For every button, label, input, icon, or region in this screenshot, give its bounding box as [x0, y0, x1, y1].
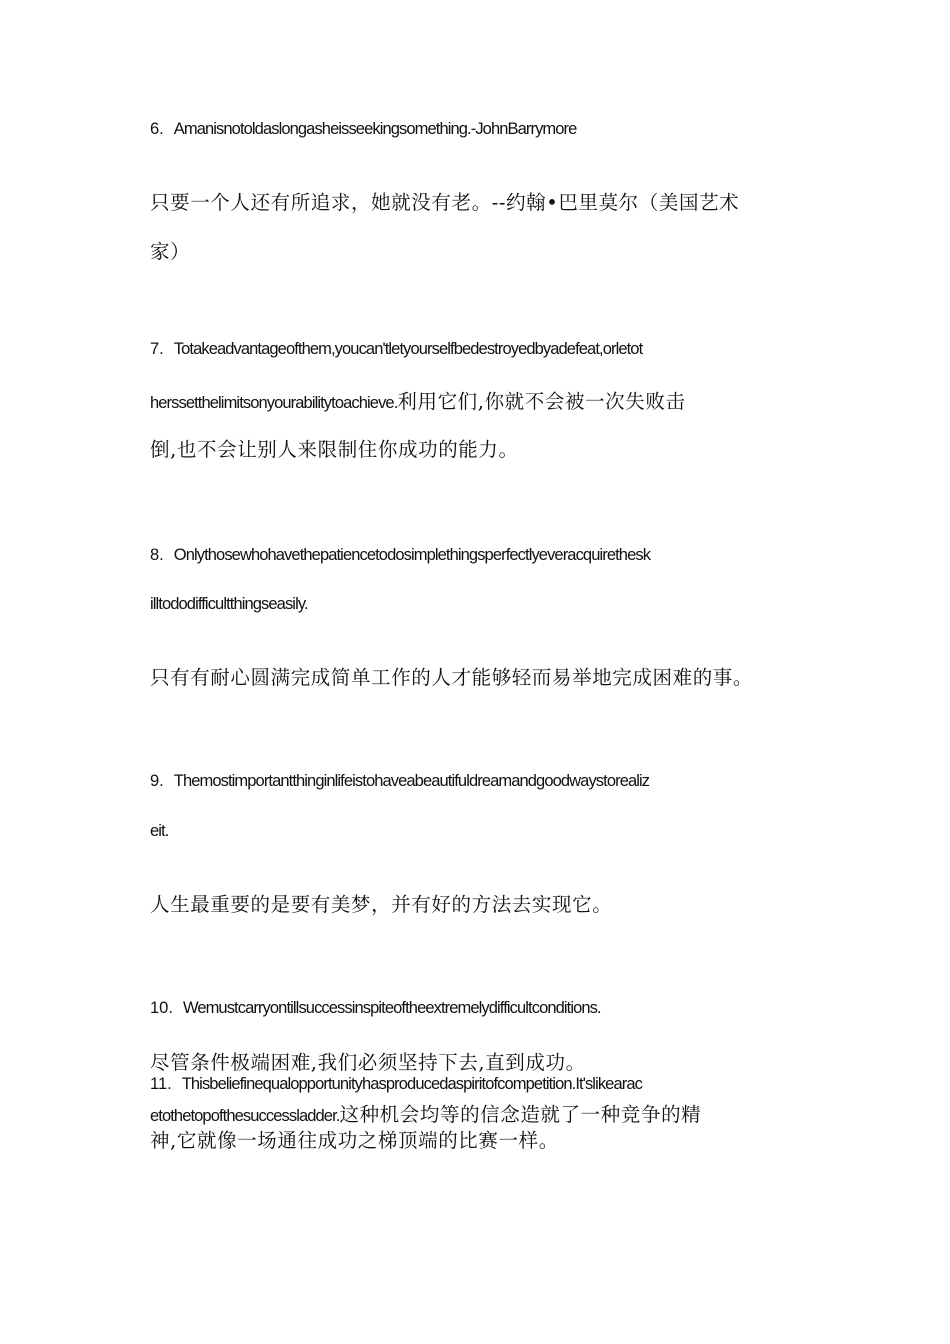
quote-7-english-line-2: herssetthelimitsonyourabilitytoachieve.	[150, 394, 398, 412]
quote-9-english-line-1: 9. Themostimportantthinginlifeistohaveabeautifuldreamandgoodwaystorealiz	[150, 772, 650, 790]
quote-9-number: 9.	[150, 772, 164, 790]
quote-10-number: 10.	[150, 999, 173, 1017]
quote-9-chinese: 人生最重要的是要有美梦，并有好的方法去实现它。	[150, 893, 613, 916]
quote-7-chinese-line-2: 倒,也不会让别人来限制住你成功的能力。	[150, 438, 519, 461]
quote-10-chinese: 尽管条件极端困难,我们必须坚持下去,直到成功。	[150, 1051, 586, 1074]
quote-11-chinese-line-1: 这种机会均等的信念造就了一种竞争的精	[339, 1103, 702, 1126]
quote-7-mixed-line	[150, 386, 686, 414]
quote-11-english-line-1: 11. Thisbeliefinequalopportunityhasproducedaspiritofcompetition.It'slikearac	[150, 1075, 642, 1093]
quote-11-mixed-line	[150, 1099, 701, 1127]
quote-7-english-line-1: 7. Totakeadvantageofthem,youcan'tletyourselfbedestroyedbyadefeat,orletot	[150, 340, 643, 358]
quote-6-chinese-line-2: 家）	[150, 240, 191, 263]
quote-8-number: 8.	[150, 546, 164, 564]
quote-6-number: 6.	[150, 120, 164, 138]
quote-6-english: 6. Amanisnotoldaslongasheisseekingsomething.-JohnBarrymore	[150, 120, 577, 138]
quote-7-number: 7.	[150, 340, 164, 358]
quote-6-chinese-line-1: 只要一个人还有所追求，她就没有老。--约翰•巴里莫尔（美国艺术	[150, 191, 740, 214]
quote-11-chinese-line-2: 神,它就像一场通往成功之梯顶端的比赛一样。	[150, 1129, 559, 1152]
quote-8-english-line-1: 8. Onlythosewhohavethepatiencetodosimplethingsperfectlyeveracquirethesk	[150, 546, 651, 564]
quote-9-english-line-2: eit.	[150, 822, 169, 840]
quote-7-chinese-line-1: 利用它们,你就不会被一次失败击	[397, 390, 686, 413]
quote-11-english-line-2: etothetopofthesuccessladder.	[150, 1107, 340, 1125]
quote-10-english: 10. Wemustcarryontillsuccessinspiteoftheextremelydifficultconditions.	[150, 999, 601, 1017]
quote-11-number: 11.	[150, 1075, 172, 1093]
quote-8-english-line-2: illtododifficultthingseasily.	[150, 595, 308, 613]
quote-8-chinese: 只有有耐心圆满完成简单工作的人才能够轻而易举地完成困难的事。	[150, 666, 754, 689]
